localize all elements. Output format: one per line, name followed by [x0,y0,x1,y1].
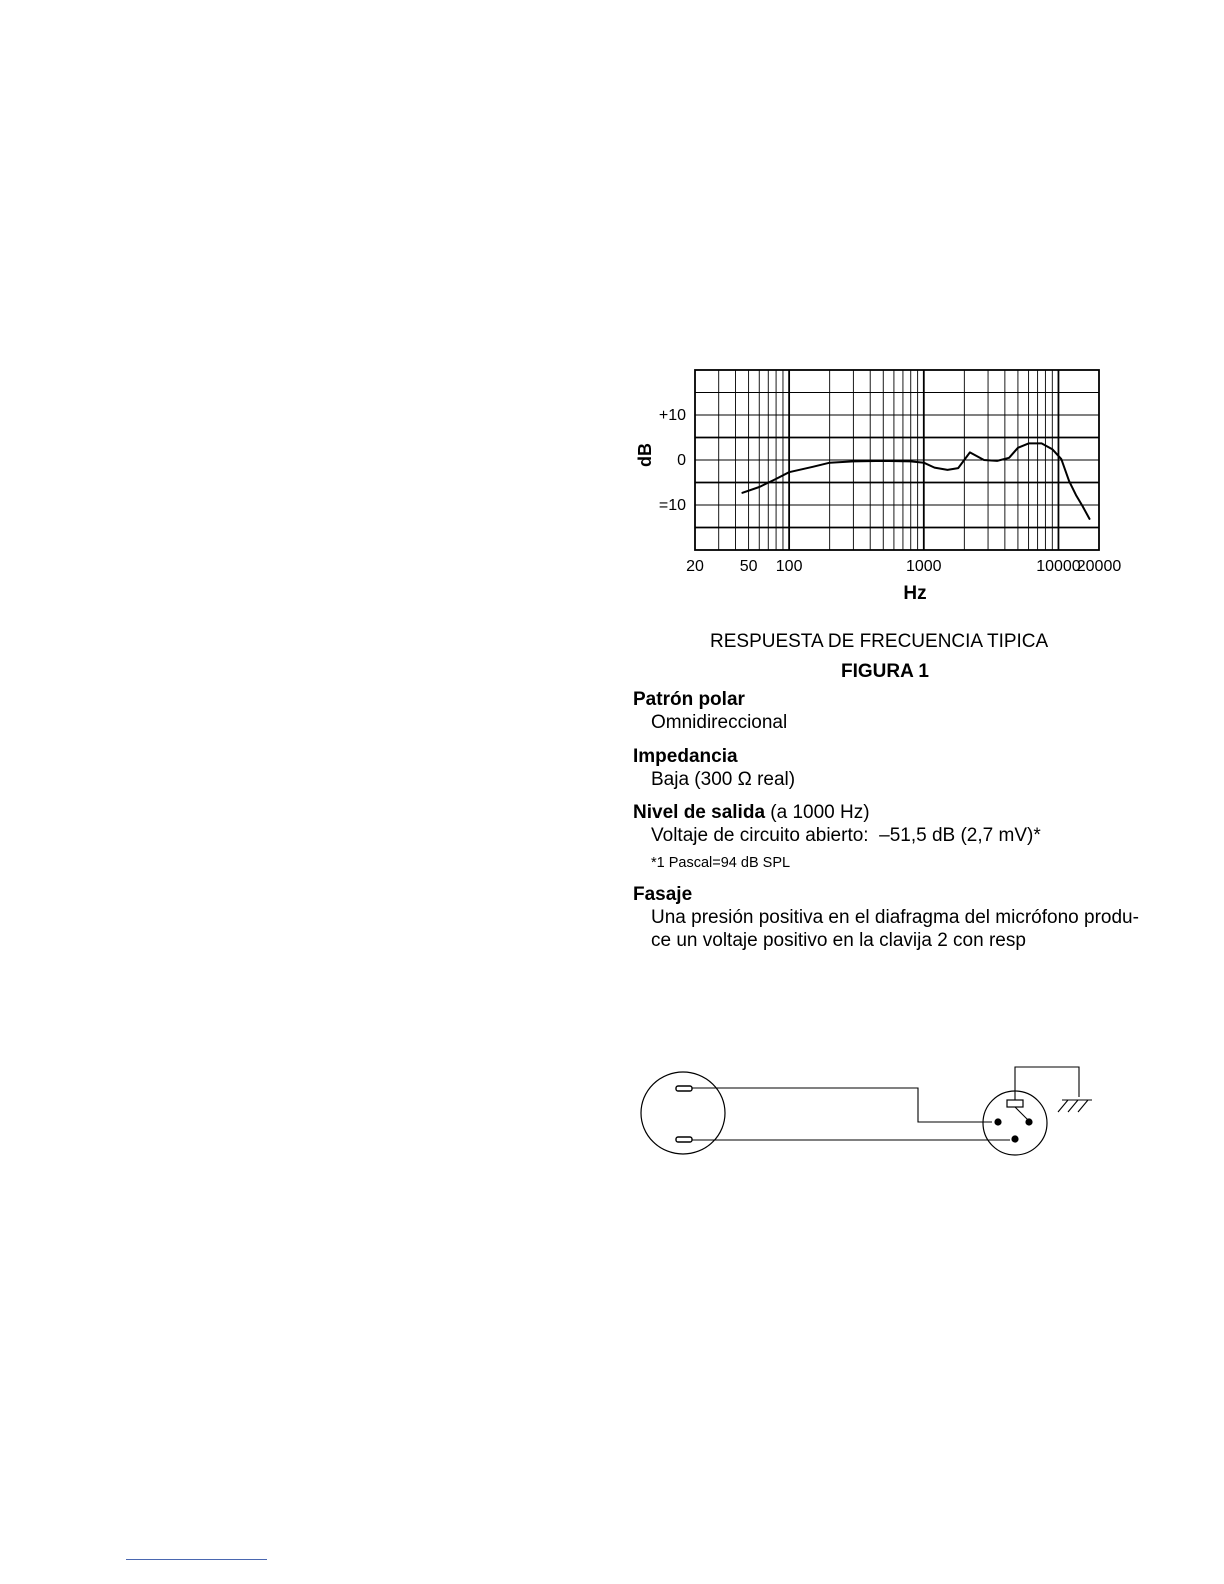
footnote-separator [126,1559,267,1560]
spec-output-value: Voltaje de circuito abierto: –51,5 dB (2,7 mV)* [651,825,1041,846]
shield-wire [1015,1067,1079,1100]
chart-title: RESPUESTA DE FRECUENCIA TIPICA [710,631,1049,652]
x-tick-label: 1000 [905,558,942,575]
x-tick-label: 20000 [1076,558,1122,575]
xlr-pin-center [1011,1135,1018,1142]
spec-phasing-line2: ce un voltaje positivo en la clavija 2 con resp [651,930,1026,951]
spec-output-note: *1 Pascal=94 dB SPL [651,855,791,871]
chart-grid [695,370,1099,550]
y-tick-label: =10 [658,497,686,514]
spec-polar-title: Patrón polar [633,689,745,710]
xlr-internal-link [1015,1107,1029,1121]
capsule-terminal-bottom [676,1137,692,1142]
spec-polar-value: Omnidireccional [651,712,788,733]
spec-phasing-title: Fasaje [633,884,693,905]
y-axis-label: dB [635,443,655,467]
frequency-response-chart [620,350,1160,612]
x-tick-label: 100 [775,558,803,575]
y-tick-labels [659,407,686,514]
spec-output-title [633,802,870,824]
y-tick-label: +10 [658,407,686,424]
xlr-pin-2 [994,1118,1001,1125]
x-tick-label: 50 [739,558,758,575]
spec-impedance-value: Baja (300 Ω real) [651,769,796,790]
spec-impedance-title: Impedancia [633,746,738,767]
wire-top [692,1088,992,1122]
x-axis-label: Hz [903,583,927,604]
ground-symbol [1058,1100,1092,1112]
x-tick-label: 20 [686,558,704,575]
spec-output-title-text: Nivel de salida [633,802,766,823]
wiring-diagram [630,1055,1100,1165]
x-tick-label: 10000 [1036,558,1081,575]
spec-output-qualifier: (a 1000 Hz) [765,802,870,823]
xlr-pin-3 [1025,1118,1032,1125]
y-tick-label: 0 [677,452,686,469]
capsule-terminal-top [676,1086,692,1091]
figure-label: FIGURA 1 [841,661,929,682]
x-tick-labels [686,558,1121,575]
xlr-pin-1 [1007,1100,1023,1107]
spec-phasing-line1: Una presión positiva en el diafragma del micrófono produ- [651,907,1139,928]
